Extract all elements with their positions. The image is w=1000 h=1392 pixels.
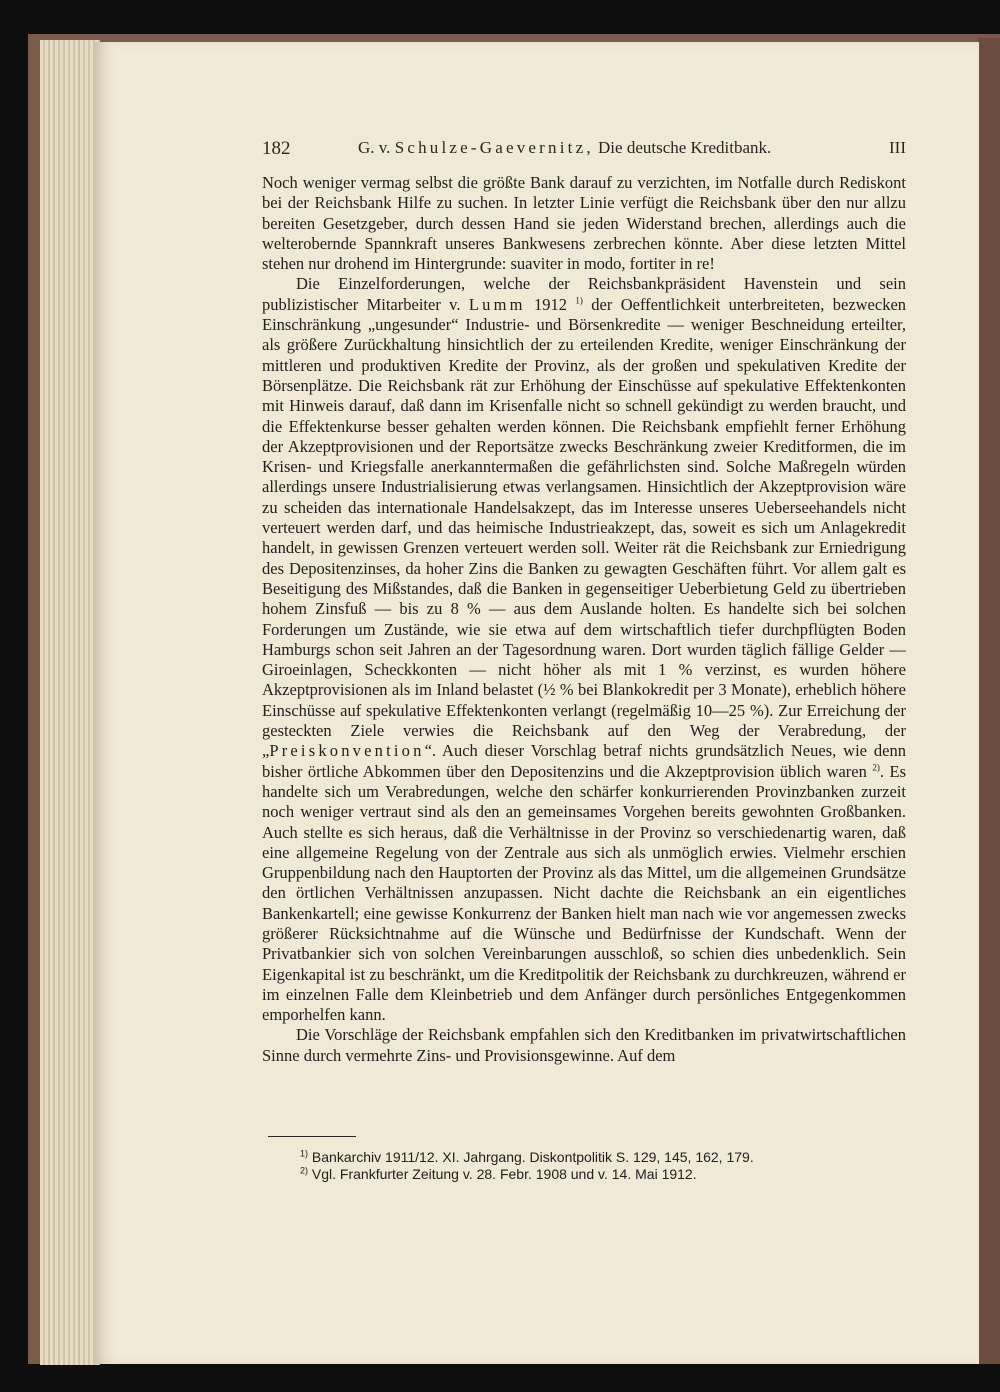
- header-author-prefix: G. v.: [358, 138, 391, 157]
- term-preiskonvention: Preiskonvention: [269, 741, 425, 761]
- paragraph-text: . Es handelte sich um Verabredungen, welche den schärfer konkurrierenden Provinzbanken zurzeit noch weniger vertraut sind als den an gemeinsames Vorgehen bereits gewohnten Großbanken. Auch stellte es sich heraus, daß die Verhältnisse in der Provinz so verschiedenartig waren, daß eine allgemeine Regelung von der Zentrale aus sich als unmöglich erwies. Vielmehr erschien Gruppenbildung nach den Hauptorten der Provinz als das Mittel, um die allgemeinen Grundsätze den örtlichen Verhältnissen anzupassen. Nicht dachte die Reichsbank an ein eigentliches Bankenkartell; eine gewisse Konkurrenz der Banken hielt man nach wie vor angemessen zwecks größerer Rücksichtnahme auf die Wünsche und Bedürfnisse der Kundschaft. Wenn der Privatbankier sich von solchen Vereinbarungen ausschloß, so schien dies unbedenklich. Sein Eigenkapital ist zu beschränkt, um die Kreditpolitik der Reichsbank zu durchkreuzen, während er im einzelnen Falle dem Kleinbetrieb und dem Anfänger durch persönliches Entgegenkommen emporhelfen kann.: [262, 761, 906, 1025]
- paragraph-text: 1912: [525, 294, 568, 314]
- body-text: [262, 173, 906, 1066]
- footnote-mark: 1): [300, 1148, 309, 1159]
- book-cover-edge: [978, 38, 1000, 1364]
- page-edges: [40, 40, 100, 1365]
- paragraph-text: Die Einzelforderungen, welche der Reichsbankpräsident Havenstein und sein publizistischer Mitarbeiter v.: [262, 274, 906, 314]
- running-header: [262, 136, 906, 160]
- header-title: [358, 138, 771, 158]
- footnote-ref-1: 1): [575, 295, 583, 306]
- footnote-mark: 2): [300, 1165, 309, 1176]
- paragraph-text: Noch weniger vermag selbst die größte Bank darauf zu verzichten, im Notfalle durch Rediskont bei der Reichsbank Hilfe zu suchen. In letzter Linie verfügt die Reichsbank über den nur allzu bereiten Gesetzgeber, durch dessen Hand sie jeden Widerstand brechen, allerdings auch die welterobernde Spannkraft unseres Bankwesens zerbrechen könnte. Aber diese letzten Mittel stehen nur drohend im Hintergrunde: suaviter in modo, fortiter in re!: [262, 173, 906, 274]
- paragraph-2: [262, 274, 906, 1025]
- paragraph-text: Die Vorschläge der Reichsbank empfahlen sich den Kreditbanken im privatwirtschaftlichen Sinne durch vermehrte Zins- und Provisionsgewinne. Auf dem: [262, 1025, 906, 1065]
- footnote-2: [300, 1166, 900, 1183]
- footnote-ref-2: 2): [872, 762, 880, 773]
- paragraph-text: der Oeffentlichkeit unterbreiteten, bezwecken Einschränkung „ungesunder“ Industrie- und Börsenkredite — weniger Beschneidung erteilter, als größere Zurückhaltung hinsichtlich der zu erteilenden Kredite, weniger Einschränkung der mittleren und produktiven Kredite der Provinz, als der großen und spekulativen Kredite der Börsenplätze. Die Reichsbank rät zur Erhöhung der Einschüsse auf spekulative Effektenkonten mit Hinweis darauf, daß dann im Krisenfalle nicht so schnell gekündigt zu werden braucht, und die Effektenkurse besser gehalten werden können. Die Reichsbank empfiehlt ferner Erhöhung der Akzeptprovisionen und der Reportsätze zwecks Beschränkung zweier Kreditformen, die im Krisen- und Kriegsfalle anerkanntermaßen die gefährlichsten sind. Solche Maßregeln würden allerdings unsere Industrialisierung etwas verlangsamen. Hinsichtlich der Akzeptprovision wäre zu scheiden das internationale Handelsakzept, das im Interesse unseres Ueberseehandels nicht verteuert werden darf, und das heimische Industrieakzept, das, soweit es sich um Anlagekredit handelt, in gewissen Grenzen verteuert werden soll. Weiter rät die Reichsbank zur Erniedrigung des Depositenzinses, da hoher Zins die Banken zu gewagten Geschäften führt. Vor allem galt es Beseitigung des Mißstandes, daß die Banken in gegenseitiger Ueberbietung Geld zu übertrieben hohem Zinsfuß — bis zu 8 % — aus dem Auslande holten. Es handelte sich bei solchen Forderungen um Zustände, wie sie etwa auf dem wirtschaftlich tiefer durchpflügten Boden Hamburgs schon seit Jahren an der Tagesordnung waren. Dort wurden täglich fällige Gelder — Giroeinlagen, Scheckkonten — nicht höher als mit 1 % verzinst, es wurden höhere Akzeptprovisionen als im Inland belastet (½ % bei Blankokredit per 3 Monate), erheblich höhere Einschüsse auf spekulative Effektenkonten verlangt (regelmäßig 10—25 %). Zur Erreichung der gesteckten Ziele verwies die Reichsbank auf den Weg der Verabredung, der „: [262, 294, 907, 761]
- footnote-1: [300, 1149, 900, 1166]
- chapter-number: III: [889, 138, 906, 157]
- footnote-divider: [268, 1136, 356, 1137]
- paragraph-3: [262, 1025, 906, 1066]
- footnotes: [300, 1149, 900, 1183]
- footnote-text: Vgl. Frankfurter Zeitung v. 28. Febr. 1908 und v. 14. Mai 1912.: [308, 1166, 697, 1182]
- header-author: Schulze-Gaevernitz,: [394, 138, 594, 157]
- header-book-title: Die deutsche Kreditbank.: [598, 138, 772, 157]
- author-name-lumm: Lumm: [468, 294, 526, 314]
- page-number: 182: [262, 138, 291, 159]
- paragraph-text: “. Auch dieser Vorschlag betraf nichts grundsätzlich Neues, wie denn bisher örtliche Abkommen über den Depositenzins und die Akzeptprovision üblich waren: [262, 741, 906, 781]
- paragraph-1: [262, 173, 906, 274]
- footnote-text: Bankarchiv 1911/12. XI. Jahrgang. Diskontpolitik S. 129, 145, 162, 179.: [308, 1149, 754, 1165]
